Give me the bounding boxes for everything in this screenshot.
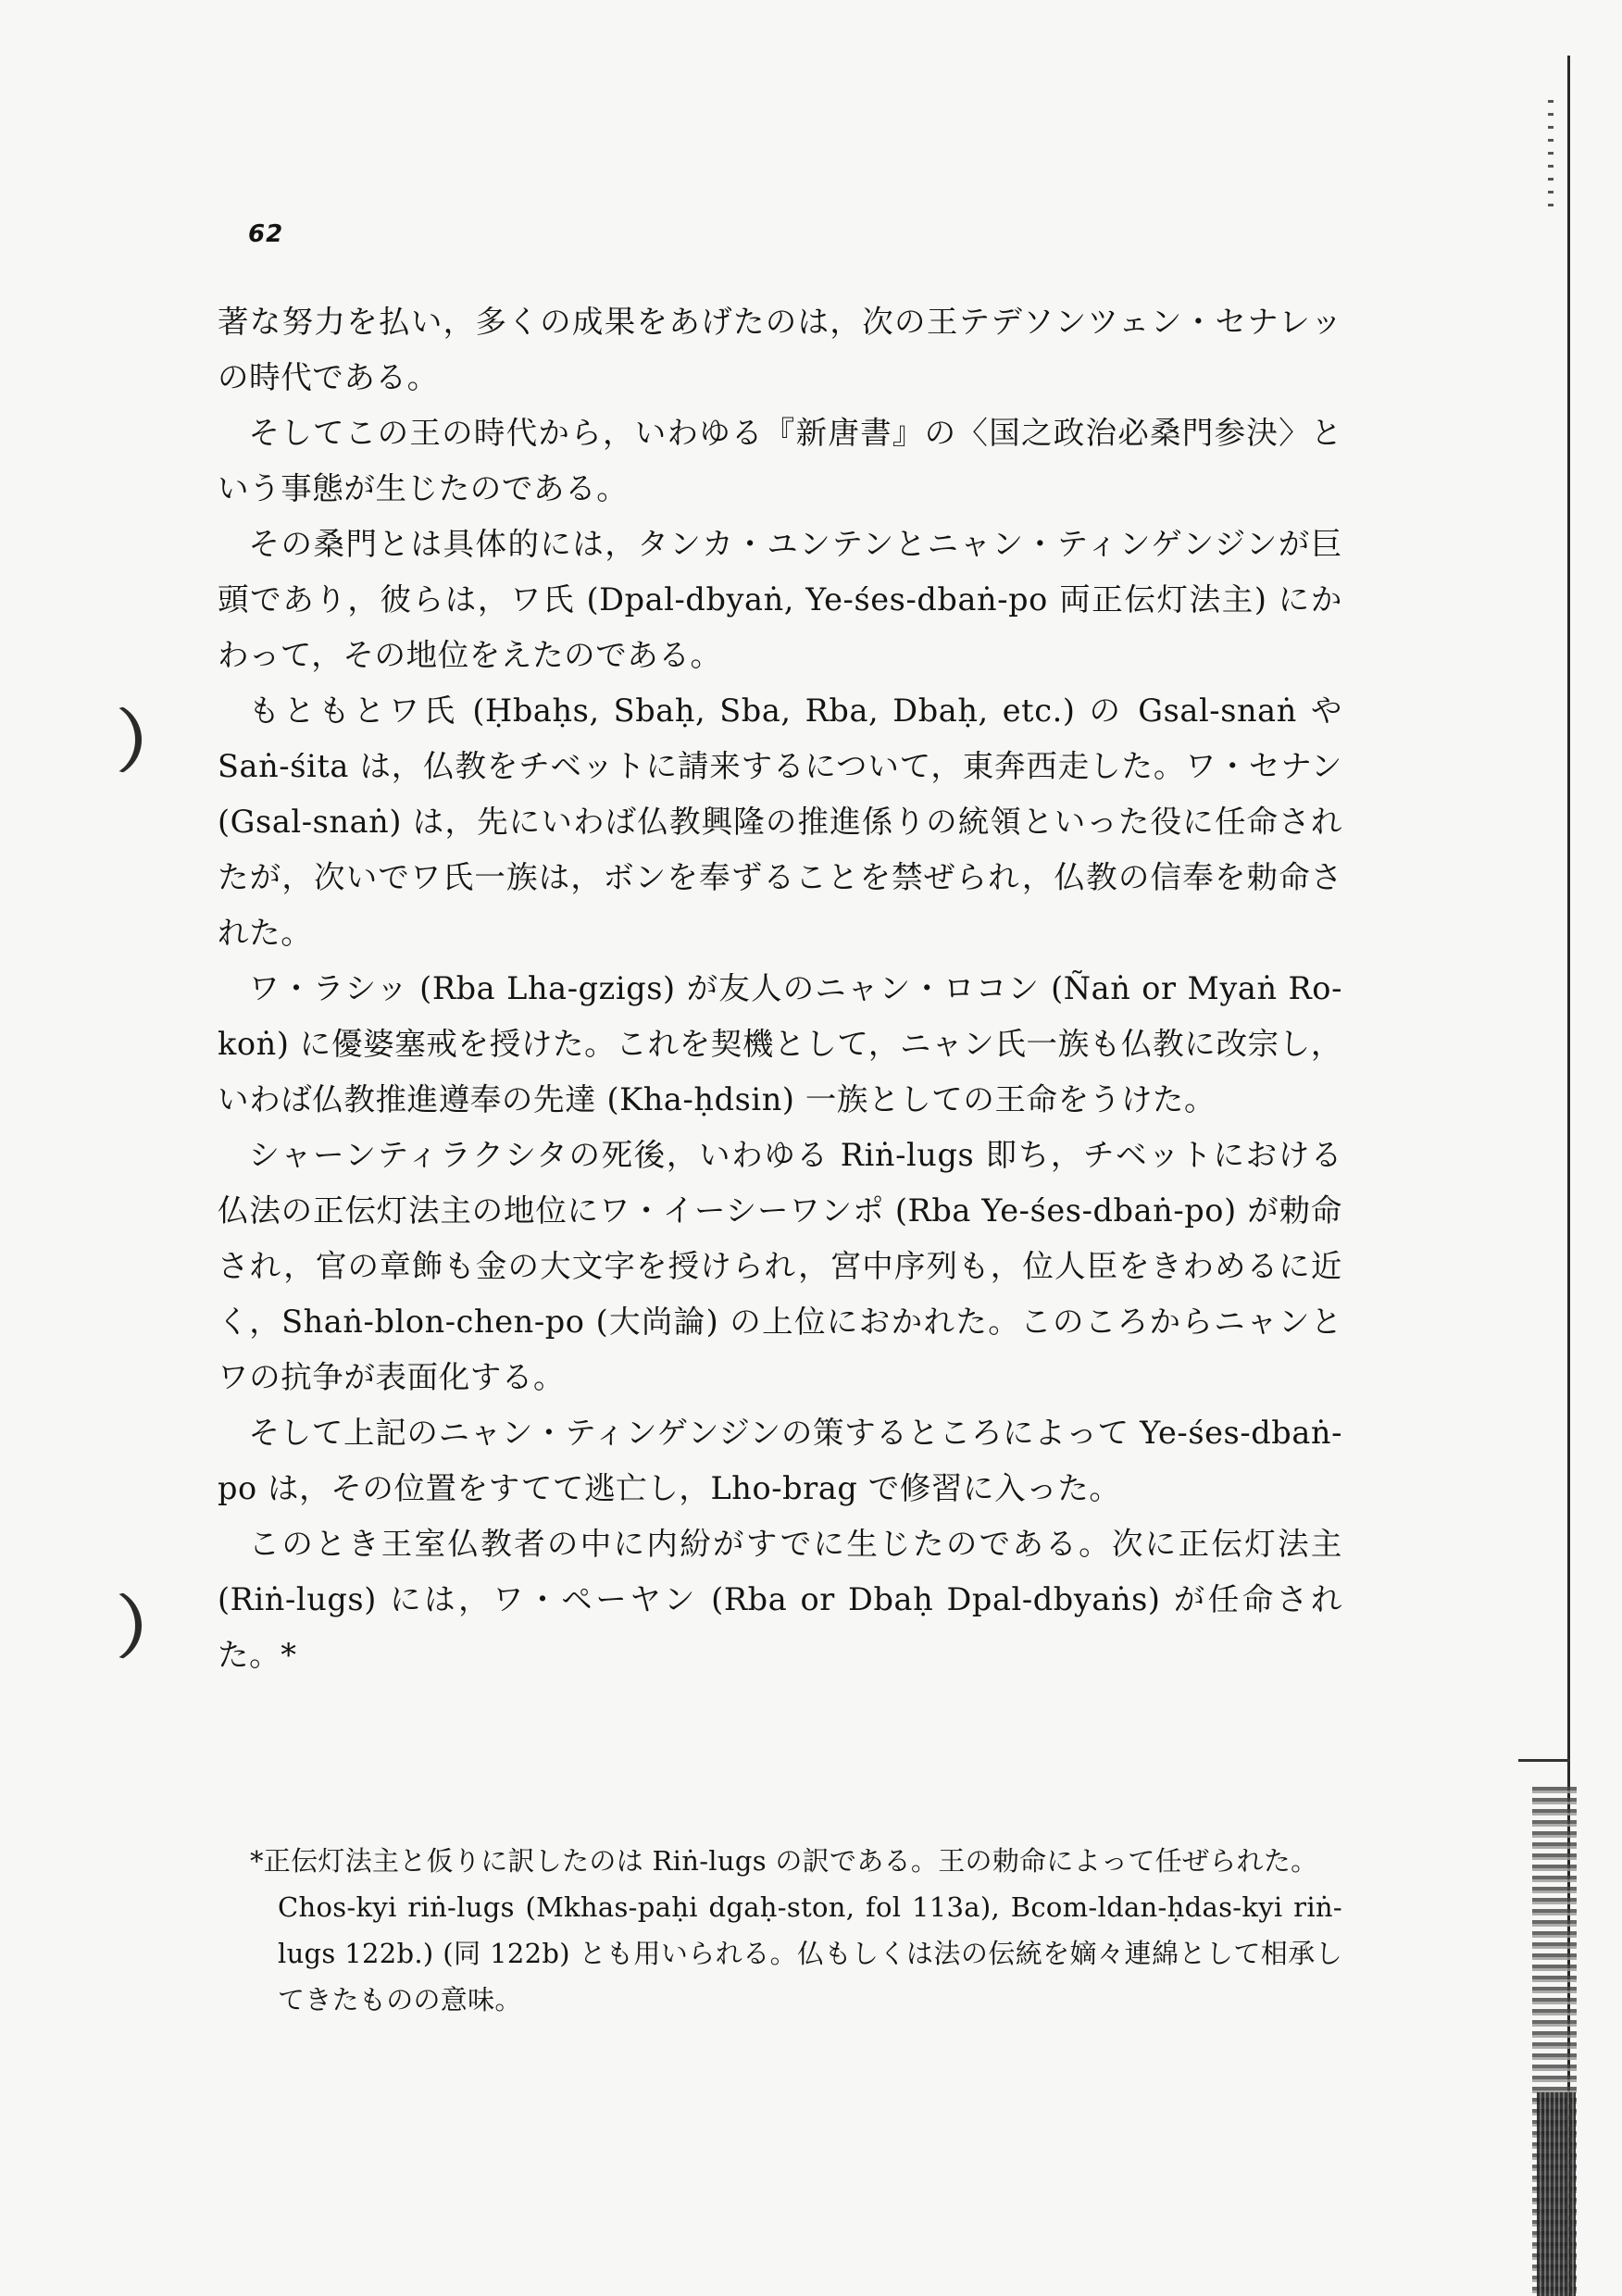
footnote bbox=[250, 1838, 1342, 2023]
scan-edge-dash bbox=[1518, 1759, 1570, 1762]
paragraph-5: ワ・ラシッ (Rba Lha-gzigs) が友人のニャン・ロコン (Ñaṅ or Myaṅ Ro-koṅ) に優婆塞戒を授けた。これを契機として，ニャン氏一族も仏教に改宗し，いわば仏教推進遵奉の先達 (Kha-ḥdsin) 一族としての王命をうけた。 bbox=[218, 970, 1342, 1117]
scan-edge-noise-dense bbox=[1537, 2092, 1576, 2296]
paragraph-7: そして上記のニャン・ティンゲンジンの策するところによって Ye-śes-dbaṅ-po は，その位置をすてて逃亡し，Lho-brag で修習に入った。 bbox=[218, 1415, 1342, 1506]
footnote-body: Chos-kyi riṅ-lugs (Mkhas-paḥi dgaḥ-ston, fol 113a), Bcom-ldan-ḥdas-kyi riṅ-lugs 122b.) (同 122b) とも用いられる。仏もしくは法の伝統を嫡々連綿として相承してきたものの意味。 bbox=[278, 1891, 1342, 2015]
paragraph-1: 著な努力を払い，多くの成果をあげたのは，次の王テデソンツェン・セナレッの時代である。 bbox=[218, 304, 1342, 395]
binding-hole-mark-bottom bbox=[104, 1588, 142, 1664]
scan-edge-speckle bbox=[1548, 100, 1553, 211]
paragraph-8: このとき王室仏教者の中に内紛がすでに生じたのである。次に正伝灯法主 (Riṅ-lugs) には，ワ・ペーヤン (Rba or Dbaḥ Dpal-dbyaṅs) が任命された。* bbox=[218, 1526, 1342, 1673]
paragraph-2: そしてこの王の時代から，いわゆる『新唐書』の〈国之政治必桑門参決〉という事態が生じたのである。 bbox=[218, 415, 1342, 506]
paragraph-6: シャーンティラクシタの死後，いわゆる Riṅ-lugs 即ち，チベットにおける仏法の正伝灯法主の地位にワ・イーシーワンポ (Rba Ye-śes-dbaṅ-po) が勅命され，官の章飾も金の大文字を授けられ，宮中序列も，位人臣をきわめるに近く，Shaṅ-blon-chen-po (大尚論) の上位におかれた。このころからニャンとワの抗争が表面化する。 bbox=[218, 1137, 1342, 1395]
main-text bbox=[218, 294, 1342, 1683]
binding-hole-mark-top bbox=[104, 702, 142, 778]
paragraph-3: その桑門とは具体的には，タンカ・ユンテンとニャン・ティンゲンジンが巨頭であり，彼らは，ワ氏 (Dpal-dbyaṅ, Ye-śes-dbaṅ-po 両正伝灯法主) にかわって，その地位をえたのである。 bbox=[218, 526, 1342, 673]
footnote-heading: *正伝灯法主と仮りに訳したのは Riṅ-lugs の訳である。王の勅命によって任ぜられた。 bbox=[250, 1845, 1318, 1877]
page-number: 62 bbox=[248, 220, 284, 248]
paragraph-4: もともとワ氏 (Ḥbaḥs, Sbaḥ, Sba, Rba, Dbaḥ, etc.) の Gsal-snaṅ や Saṅ-śita は，仏教をチベットに請来するについて，東奔西走した。ワ・セナン (Gsal-snaṅ) は，先にいわば仏教興隆の推進係りの統領といった役に任命されたが，次いでワ氏一族は，ボンを奉ずることを禁ぜられ，仏教の信奉を勅命された。 bbox=[218, 693, 1342, 951]
